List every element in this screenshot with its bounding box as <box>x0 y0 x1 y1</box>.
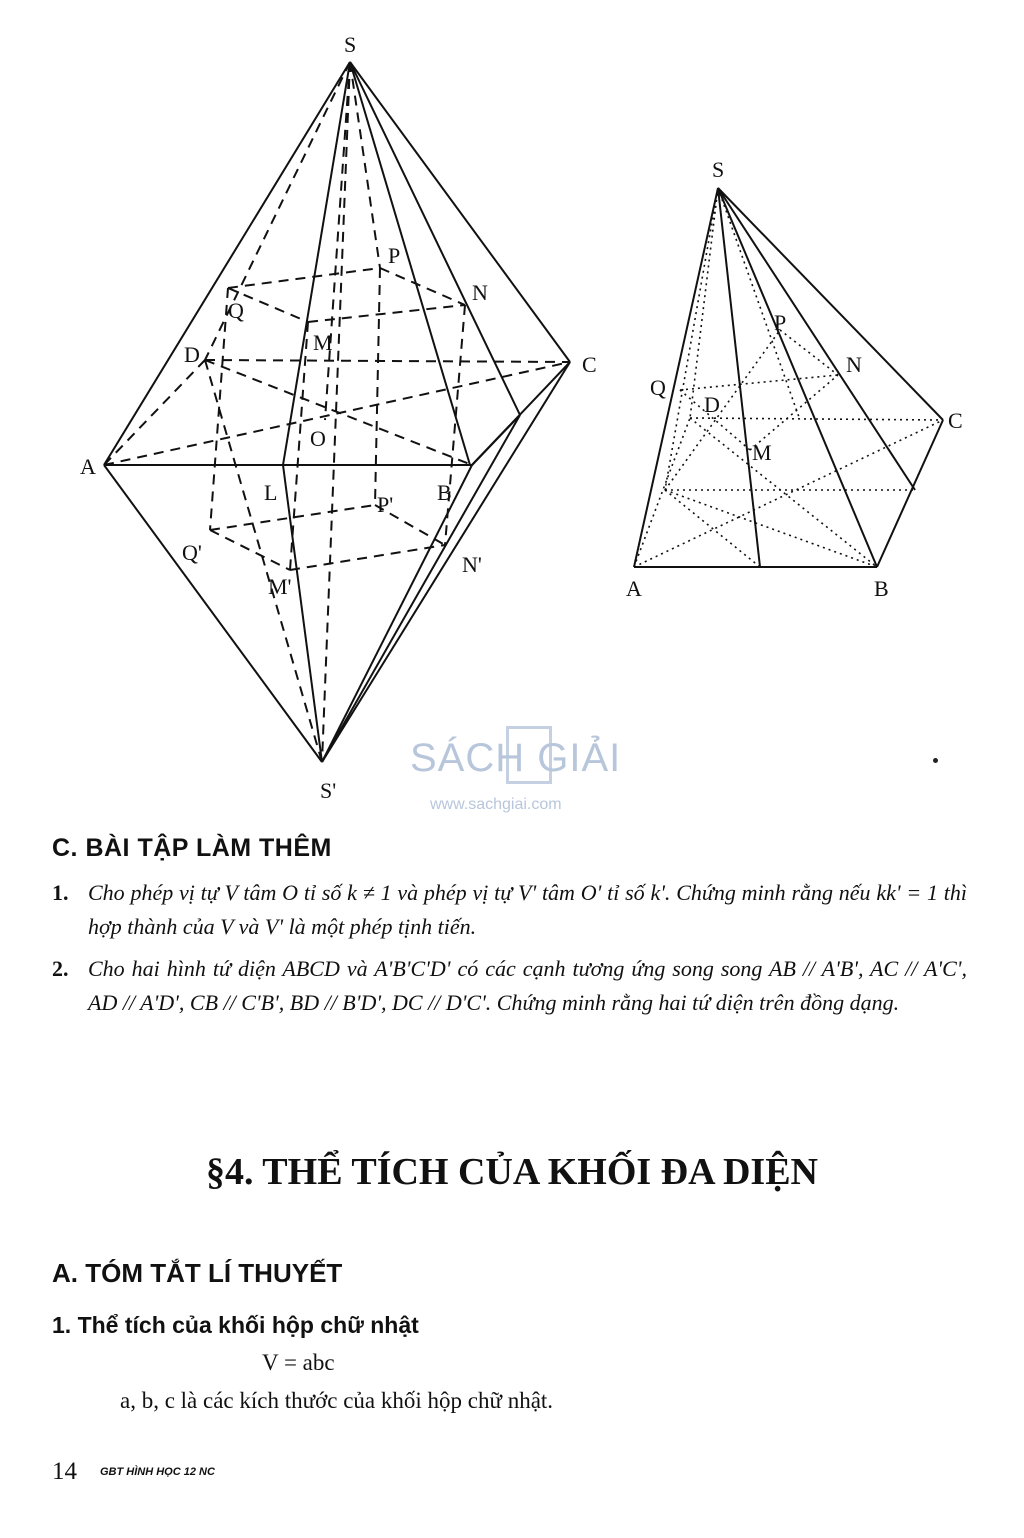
label-M: M <box>752 440 772 465</box>
label-A: A <box>80 454 96 479</box>
watermark-brand: SÁCH GIẢI <box>410 736 622 780</box>
label-Q: Q <box>650 375 666 400</box>
section-c-heading: C. BÀI TẬP LÀM THÊM <box>52 834 332 862</box>
subsection-heading: 1. Thể tích của khối hộp chữ nhật <box>52 1312 419 1338</box>
exercise-1 <box>52 876 967 944</box>
label-P: P <box>774 310 787 335</box>
volume-formula: V = abc <box>262 1350 335 1375</box>
label-B: B <box>874 576 889 601</box>
label-N: N <box>472 280 488 305</box>
label-B: B <box>437 480 452 505</box>
exercise-number: 1. <box>52 880 69 905</box>
label-P-prime: P' <box>377 492 394 517</box>
label-P: P <box>388 243 401 268</box>
label-S-prime: S' <box>320 778 337 803</box>
right-pyramid-figure <box>634 188 943 567</box>
chapter-title: §4. THỂ TÍCH CỦA KHỐI ĐA DIỆN <box>205 1151 818 1193</box>
left-octahedron-figure <box>104 62 570 762</box>
exercise-number: 2. <box>52 956 69 981</box>
label-O: O <box>310 426 326 451</box>
exercise-2 <box>52 952 967 1020</box>
label-Q-prime: Q' <box>182 540 202 565</box>
label-Q: Q <box>228 298 244 323</box>
exercise-text: Cho hai hình tứ diện ABCD và A'B'C'D' có các cạnh tương ứng song song AB // A'B', AC // A'C', AD // A'D', CB // C'B', BD // B'D', DC // D'C'. Chứng minh rằng hai tứ diện trên đồng dạng. <box>88 956 967 1015</box>
label-M-prime: M' <box>268 574 292 599</box>
label-D: D <box>184 342 200 367</box>
page-number: 14 <box>52 1458 77 1485</box>
label-A: A <box>626 576 642 601</box>
book-title: GBT HÌNH HỌC 12 NC <box>100 1466 215 1478</box>
formula-description: a, b, c là các kích thước của khối hộp chữ nhật. <box>120 1388 554 1413</box>
label-N: N <box>846 352 862 377</box>
label-S: S <box>344 32 357 57</box>
label-M: M <box>313 330 333 355</box>
watermark <box>410 720 620 820</box>
label-D: D <box>704 392 720 417</box>
label-C: C <box>948 408 963 433</box>
label-S: S <box>712 157 725 182</box>
label-N-prime: N' <box>462 552 482 577</box>
ink-dot <box>933 758 938 763</box>
label-C: C <box>582 352 597 377</box>
exercise-text: Cho phép vị tự V tâm O tỉ số k ≠ 1 và phép vị tự V' tâm O' tỉ số k'. Chứng minh rằng nếu kk' = 1 thì hợp thành của V và V' là một phép tịnh tiến. <box>88 880 967 939</box>
section-a-heading: A. TÓM TẮT LÍ THUYẾT <box>52 1258 343 1288</box>
label-L: L <box>264 480 278 505</box>
watermark-url: www.sachgiai.com <box>430 796 562 813</box>
